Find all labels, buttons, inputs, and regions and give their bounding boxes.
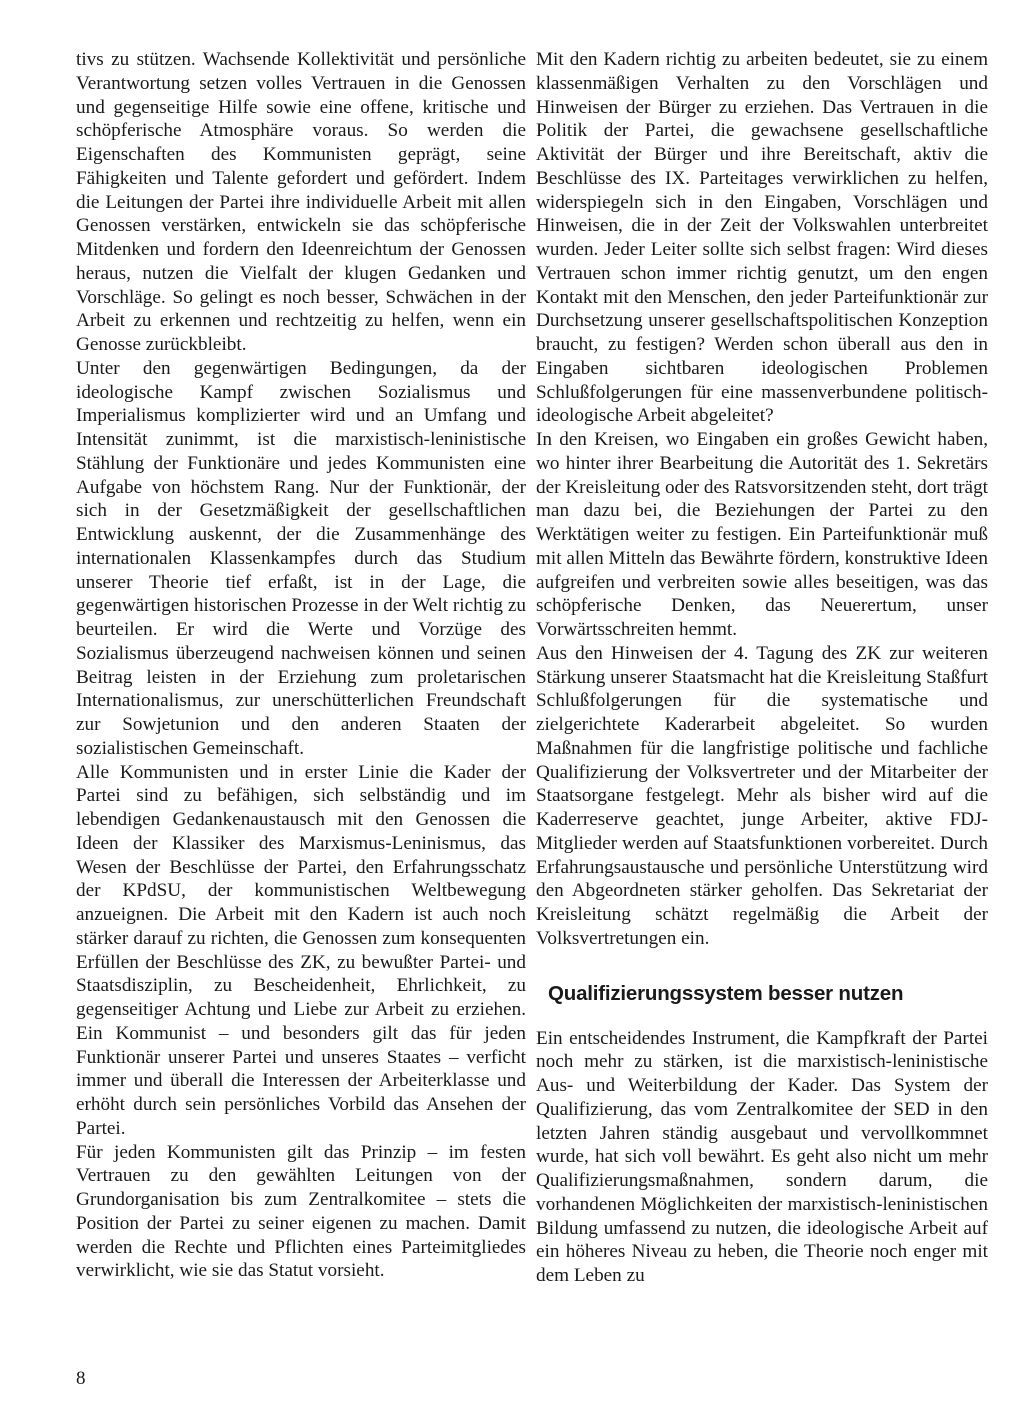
paragraph: tivs zu stützen. Wachsende Kollektivität und persönliche Verantwortung setzen volles Vertrauen in die Genossen und gegenseitige Hilfe sowie eine offene, kritische und schöpferische Atmosphäre voraus. So werden die Eigenschaften des Kommunisten geprägt, seine Fähigkeiten und Talente gefordert und gefördert. Indem die Leitungen der Partei ihre individuelle Arbeit mit allen Genossen verstärken, entwickeln sie das schöpferische Mitdenken und fordern den Ideenreichtum der Genossen heraus, nutzen die Vielfalt der klugen Gedanken und Vorschläge. So gelingt es noch besser, Schwächen in der Arbeit zu erkennen und rechtzeitig zu helfen, wenn ein Genosse zurückbleibt.: [76, 49, 526, 355]
paragraph: In den Kreisen, wo Eingaben ein großes Gewicht haben, wo hinter ihrer Bearbeitung die Autorität des 1. Sekretärs der Kreisleitung oder des Ratsvorsitzenden steht, dort trägt man dazu bei, die Beziehungen der Partei zu den Werktätigen weiter zu festigen. Ein Parteifunktionär muß mit allen Mitteln das Bewährte fördern, konstruktive Ideen aufgreifen und verbreiten sowie alles beseitigen, was das schöpferische Denken, das Neuerertum, unser Vorwärtsschreiten hemmt.: [536, 429, 988, 640]
paragraph: Aus den Hinweisen der 4. Tagung des ZK zur weiteren Stärkung unserer Staatsmacht hat die Kreisleitung Staßfurt Schlußfolgerungen für die systematische und zielgerichtete Kaderarbeit abgeleitet. So wurden Maßnahmen für die langfristige politische und fachliche Qualifizierung der Volksvertreter und der Mitarbeiter der Staatsorgane festgelegt. Mehr als bisher wird auf die Kaderreserve geachtet, junge Arbeiter, aktive FDJ-Mitglieder werden auf Staatsfunktionen vorbereitet. Durch Erfahrungsaustausche und persönliche Unterstützung wird den Abgeordneten stärker geholfen. Das Sekretariat der Kreisleitung schätzt regelmäßig die Arbeit der Volksvertretungen ein.: [536, 642, 988, 949]
section-heading: Qualifizierungssystem besser nutzen: [548, 981, 904, 1005]
right-column: [536, 48, 988, 1288]
paragraph: Unter den gegenwärtigen Bedingungen, da der ideologische Kampf zwischen Sozialismus und Imperialismus komplizierter wird und an Umfang und Intensität zunimmt, ist die marxistisch-leninistische Stählung der Funktionäre und jedes Kommunisten eine Aufgabe von höchstem Rang. Nur der Funktionär, der sich in der Gesetzmäßigkeit der gesellschaftlichen Entwicklung auskennt, der die Zusammenhänge des internationalen Klassenkampfes durch das Studium unserer Theorie tief erfaßt, ist in der Lage, die gegenwärtigen historischen Prozesse in der Welt richtig zu beurteilen. Er wird die Werte und Vorzüge des Sozialismus überzeugend nachweisen können und seinen Beitrag leisten in der Erziehung zum proletarischen Internationalismus, zur unerschütterlichen Freundschaft zur Sowjetunion und den anderen Staaten der sozialistischen Gemeinschaft.: [76, 357, 526, 759]
paragraph: Mit den Kadern richtig zu arbeiten bedeutet, sie zu einem klassenmäßigen Verhalten zu den Vorschlägen und Hinweisen der Bürger zu erziehen. Das Vertrauen in die Politik der Partei, die gewachsene gesellschaftliche Aktivität der Bürger und ihre Bereitschaft, aktiv die Beschlüsse des IX. Parteitages verwirklichen zu helfen, widerspiegeln sich in den Eingaben, Vorschlägen und Hinweisen, die in der Zeit der Volkswahlen unterbreitet wurden. Jeder Leiter sollte sich selbst fragen: Wird dieses Vertrauen schon immer richtig genutzt, um den engen Kontakt mit den Menschen, den jeder Parteifunktionär zur Durchsetzung unserer gesellschaftspolitischen Konzeption braucht, zu festigen? Werden schon überall aus den in Eingaben sichtbaren ideologischen Problemen Schlußfolgerungen für eine massenverbundene politisch-ideologische Arbeit abgeleitet?: [536, 49, 988, 427]
paragraph: Alle Kommunisten und in erster Linie die Kader der Partei sind zu befähigen, sich selbständig und im lebendigen Gedankenaustausch mit den Genossen die Ideen der Klassiker des Marxismus-Leninismus, das Wesen der Beschlüsse der Partei, den Erfahrungsschatz der KPdSU, der kommunistischen Weltbewegung anzueignen. Die Arbeit mit den Kadern ist auch noch stärker darauf zu richten, die Genossen zum konsequenten Erfüllen der Beschlüsse des ZK, zu bewußter Partei- und Staatsdisziplin, zu Bescheidenheit, Ehrlichkeit, zu gegenseitiger Achtung und Liebe zur Arbeit zu erziehen. Ein Kommunist – und besonders gilt das für jeden Funktionär unserer Partei und unseres Staates – verficht immer und überall die Interessen der Arbeiterklasse und erhöht durch sein persönliches Vorbild das Ansehen der Partei.: [76, 761, 526, 1139]
paragraph: Ein entscheidendes Instrument, die Kampfkraft der Partei noch mehr zu stärken, ist die marxistisch-leninistische Aus- und Weiterbildung der Kader. Das System der Qualifizierung, das vom Zentralkomitee der SED in den letzten Jahren ständig ausgebaut und vervollkommnet wurde, hat sich voll bewährt. Es geht also nicht um mehr Qualifizierungsmaßnahmen, sondern darum, die vorhandenen Möglichkeiten der marxistisch-leninistischen Bildung umfassend zu nutzen, die ideologische Arbeit auf ein höheres Niveau zu heben, die Theorie noch enger mit dem Leben zu: [536, 1027, 988, 1286]
page-number: 8: [76, 1368, 86, 1389]
left-column: [76, 48, 526, 1283]
paragraph: Für jeden Kommunisten gilt das Prinzip – im festen Vertrauen zu den gewählten Leitungen von der Grundorganisation bis zum Zentralkomitee – stets die Position der Partei zu seiner eigenen zu machen. Damit werden die Rechte und Pflichten eines Parteimitgliedes verwirklicht, wie sie das Statut vorsieht.: [76, 1141, 526, 1282]
